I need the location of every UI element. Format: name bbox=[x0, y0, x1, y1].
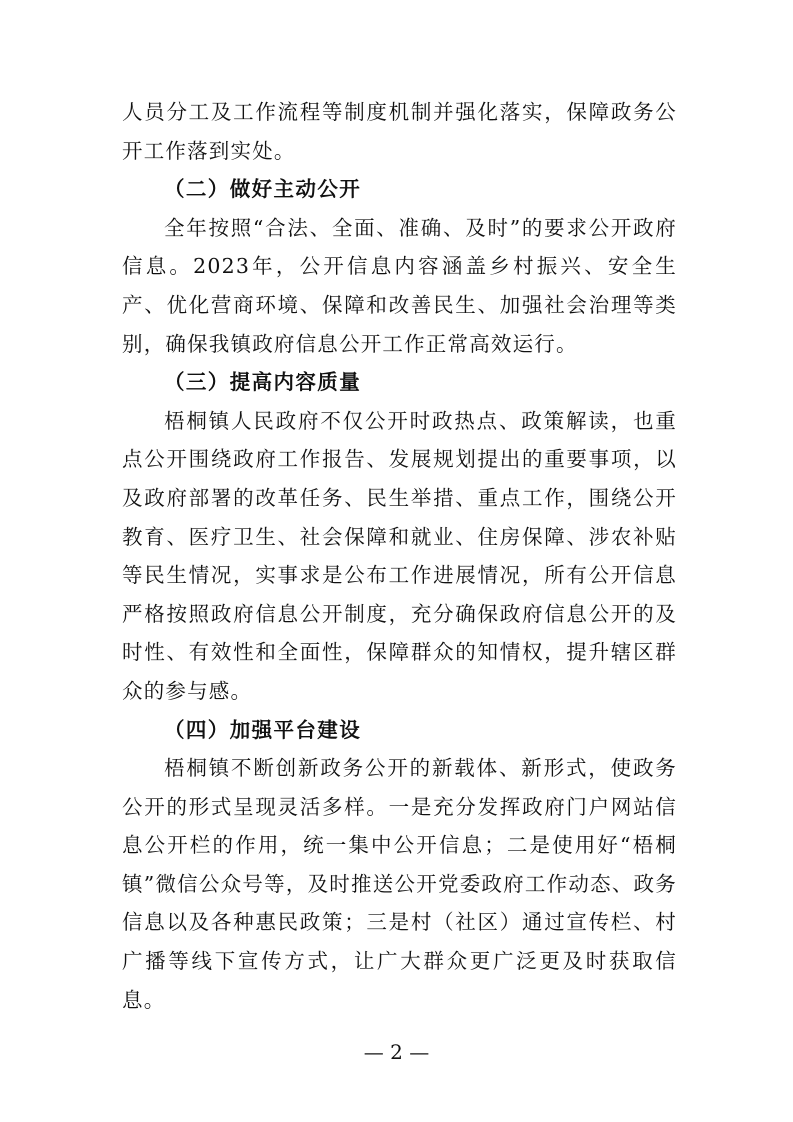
paragraph-platform-building: 梧桐镇不断创新政务公开的新载体、新形式，使政务公开的形式呈现灵活多样。一是充分发挥政府门户网站信息公开栏的作用，统一集中公开信息；二是使用好“梧桐镇”微信公众号等，及时推送公开党委政府工作动态、政务信息以及各种惠民政策；三是村（社区）通过宣传栏、村广播等线下宣传方式，让广大群众更广泛更及时获取信息。 bbox=[122, 756, 677, 1012]
page-number: — 2 — bbox=[363, 1040, 430, 1064]
paragraph-active-disclosure: 全年按照“合法、全面、准确、及时”的要求公开政府信息。2023年，公开信息内容涵盖乡村振兴、安全生产、优化营商环境、保障和改善民生、加强社会治理等类别，确保我镇政府信息公开工作正常高效运行。 bbox=[122, 215, 677, 356]
section-heading-4: （四）加强平台建设 bbox=[164, 717, 362, 742]
paragraph-continued: 人员分工及工作流程等制度机制并强化落实，保障政务公开工作落到实处。 bbox=[122, 100, 677, 163]
paragraph-content-quality: 梧桐镇人民政府不仅公开时政热点、政策解读，也重点公开围绕政府工作报告、发展规划提出的重要事项，以及政府部署的改革任务、民生举措、重点工作，围绕公开教育、医疗卫生、社会保障和就业、住房保障、涉农补贴等民生情况，实事求是公布工作进展情况，所有公开信息严格按照政府信息公开制度，充分确保政府信息公开的及时性、有效性和全面性，保障群众的知情权，提升辖区群众的参与感。 bbox=[122, 408, 677, 703]
section-heading-2: （二）做好主动公开 bbox=[164, 177, 362, 202]
section-heading-3: （三）提高内容质量 bbox=[164, 370, 362, 395]
document-body bbox=[122, 93, 677, 1019]
